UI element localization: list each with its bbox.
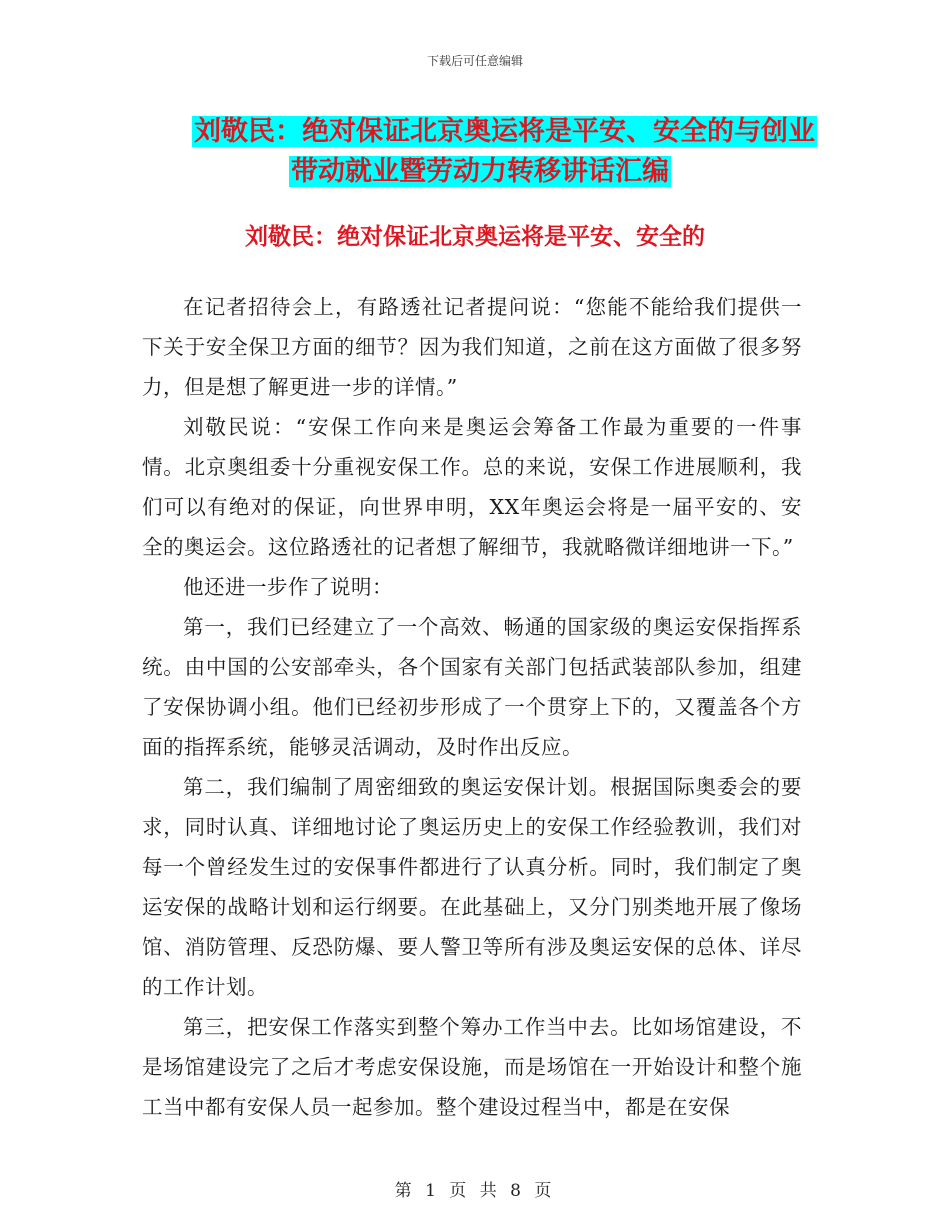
paragraph: 第二，我们编制了周密细致的奥运安保计划。根据国际奥委会的要求，同时认真、详细地讨论了奥运历史上的安保工作经验教训，我们对每一个曾经发生过的安保事件都进行了认真分析。同时，我们制定了奥运安保的战略计划和运行纲要。在此基础上，又分门别类地开展了像场馆、消防管理、反恐防爆、要人警卫等所有涉及奥运安保的总体、详尽的工作计划。 (142, 775, 802, 999)
section-heading: 刘敬民：绝对保证北京奥运将是平安、安全的 (245, 224, 705, 250)
paragraph: 第三，把安保工作落实到整个筹办工作当中去。比如场馆建设，不是场馆建设完了之后才考虑安保设施，而是场馆在一开始设计和整个施工当中都有安保人员一起参加。整个建设过程当中，都是在安保 (142, 1015, 802, 1119)
title-line-2: 带动就业暨劳动力转移讲话汇编 (291, 156, 669, 187)
title-line-1: 刘敬民：绝对保证北京奥运将是平安、安全的与创业 (194, 116, 815, 147)
paragraph: 在记者招待会上，有路透社记者提问说：“您能不能给我们提供一下关于安全保卫方面的细节？因为我们知道，之前在这方面做了很多努力，但是想了解更进一步的详情。” (142, 295, 802, 399)
paragraph: 他还进一步作了说明： (183, 575, 393, 599)
header-note: 下载后可任意编辑 (426, 54, 523, 68)
paragraph: 第一，我们已经建立了一个高效、畅通的国家级的奥运安保指挥系统。由中国的公安部牵头，各个国家有关部门包括武装部队参加，组建了安保协调小组。他们已经初步形成了一个贯穿上下的，又覆盖各个方面的指挥系统，能够灵活调动，及时作出反应。 (142, 615, 802, 759)
body-text (142, 287, 802, 1127)
paragraph: 刘敬民说：“安保工作向来是奥运会筹备工作最为重要的一件事情。北京奥组委十分重视安保工作。总的来说，安保工作进展顺利，我们可以有绝对的保证，向世界申明，XX年奥运会将是一届平安的、安全的奥运会。这位路透社的记者想了解细节，我就略微详细地讲一下。” (142, 415, 802, 559)
page-number: 第 1 页 共 8 页 (394, 1181, 556, 1201)
